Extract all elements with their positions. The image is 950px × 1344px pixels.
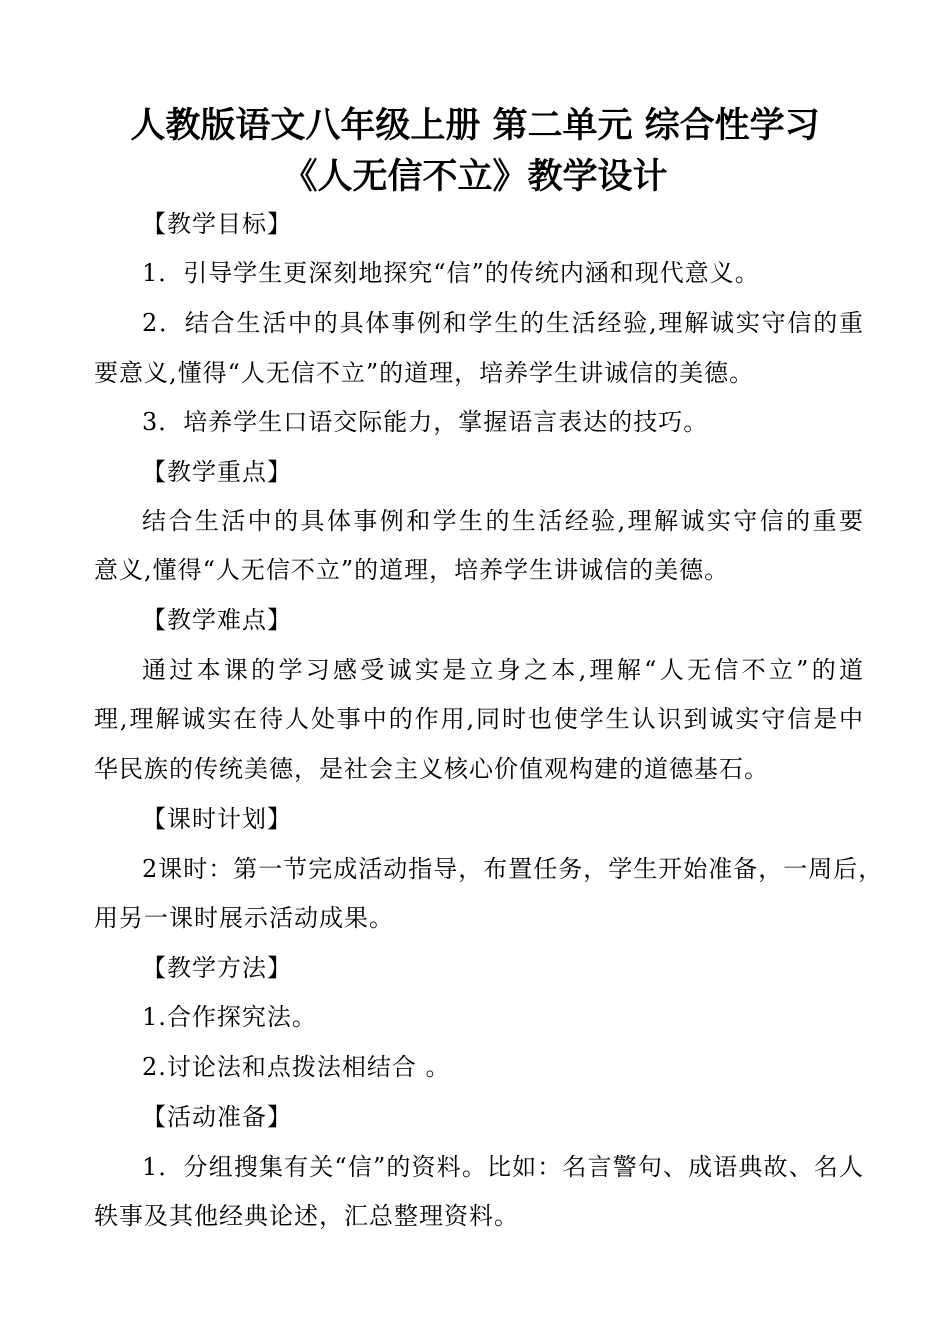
difficulties-line-1: 通过本课的学习感受诚实是立身之本,理解“人无信不立”的道 — [142, 656, 864, 684]
schedule-heading: 【课时计划】 — [142, 805, 292, 833]
preparation-item-1-line-2: 轶事及其他经典论述，汇总整理资料。 — [94, 1202, 519, 1230]
difficulties-line-3: 华民族的传统美德，是社会主义核心价值观构建的道德基石。 — [94, 755, 769, 783]
schedule-line-1: 2课时：第一节完成活动指导，布置任务，学生开始准备，一周后， — [142, 855, 884, 883]
title-line-1: 人教版语文八年级上册 第二单元 综合性学习 — [130, 106, 820, 146]
objective-item-3: 3．培养学生口语交际能力，掌握语言表达的技巧。 — [142, 408, 709, 436]
methods-item-1: 1.合作探究法。 — [142, 1003, 317, 1031]
key-points-line-1: 结合生活中的具体事例和学生的生活经验,理解诚实守信的重要 — [142, 507, 864, 535]
preparation-item-1-line-1: 1．分组搜集有关“信”的资料。比如：名言警句、成语典故、名人 — [142, 1153, 864, 1181]
difficulties-heading: 【教学难点】 — [142, 606, 292, 634]
title-line-2: 《人无信不立》教学设计 — [282, 157, 668, 197]
schedule-line-2: 用另一课时展示活动成果。 — [94, 904, 394, 932]
key-points-line-2: 意义,懂得“人无信不立”的道理，培养学生讲诚信的美德。 — [94, 556, 730, 584]
objective-item-2-line-2: 要意义,懂得“人无信不立”的道理，培养学生讲诚信的美德。 — [94, 359, 755, 387]
objectives-heading: 【教学目标】 — [142, 210, 292, 238]
preparation-heading: 【活动准备】 — [142, 1103, 292, 1131]
objective-item-1: 1．引导学生更深刻地探究“信”的传统内涵和现代意义。 — [142, 259, 760, 287]
key-points-heading: 【教学重点】 — [142, 458, 292, 486]
objective-item-2-line-1: 2．结合生活中的具体事例和学生的生活经验,理解诚实守信的重 — [142, 309, 864, 337]
methods-item-2: 2.讨论法和点拨法相结合 。 — [142, 1053, 451, 1081]
methods-heading: 【教学方法】 — [142, 954, 292, 982]
difficulties-line-2: 理,理解诚实在待人处事中的作用,同时也使学生认识到诚实守信是中 — [94, 705, 864, 733]
